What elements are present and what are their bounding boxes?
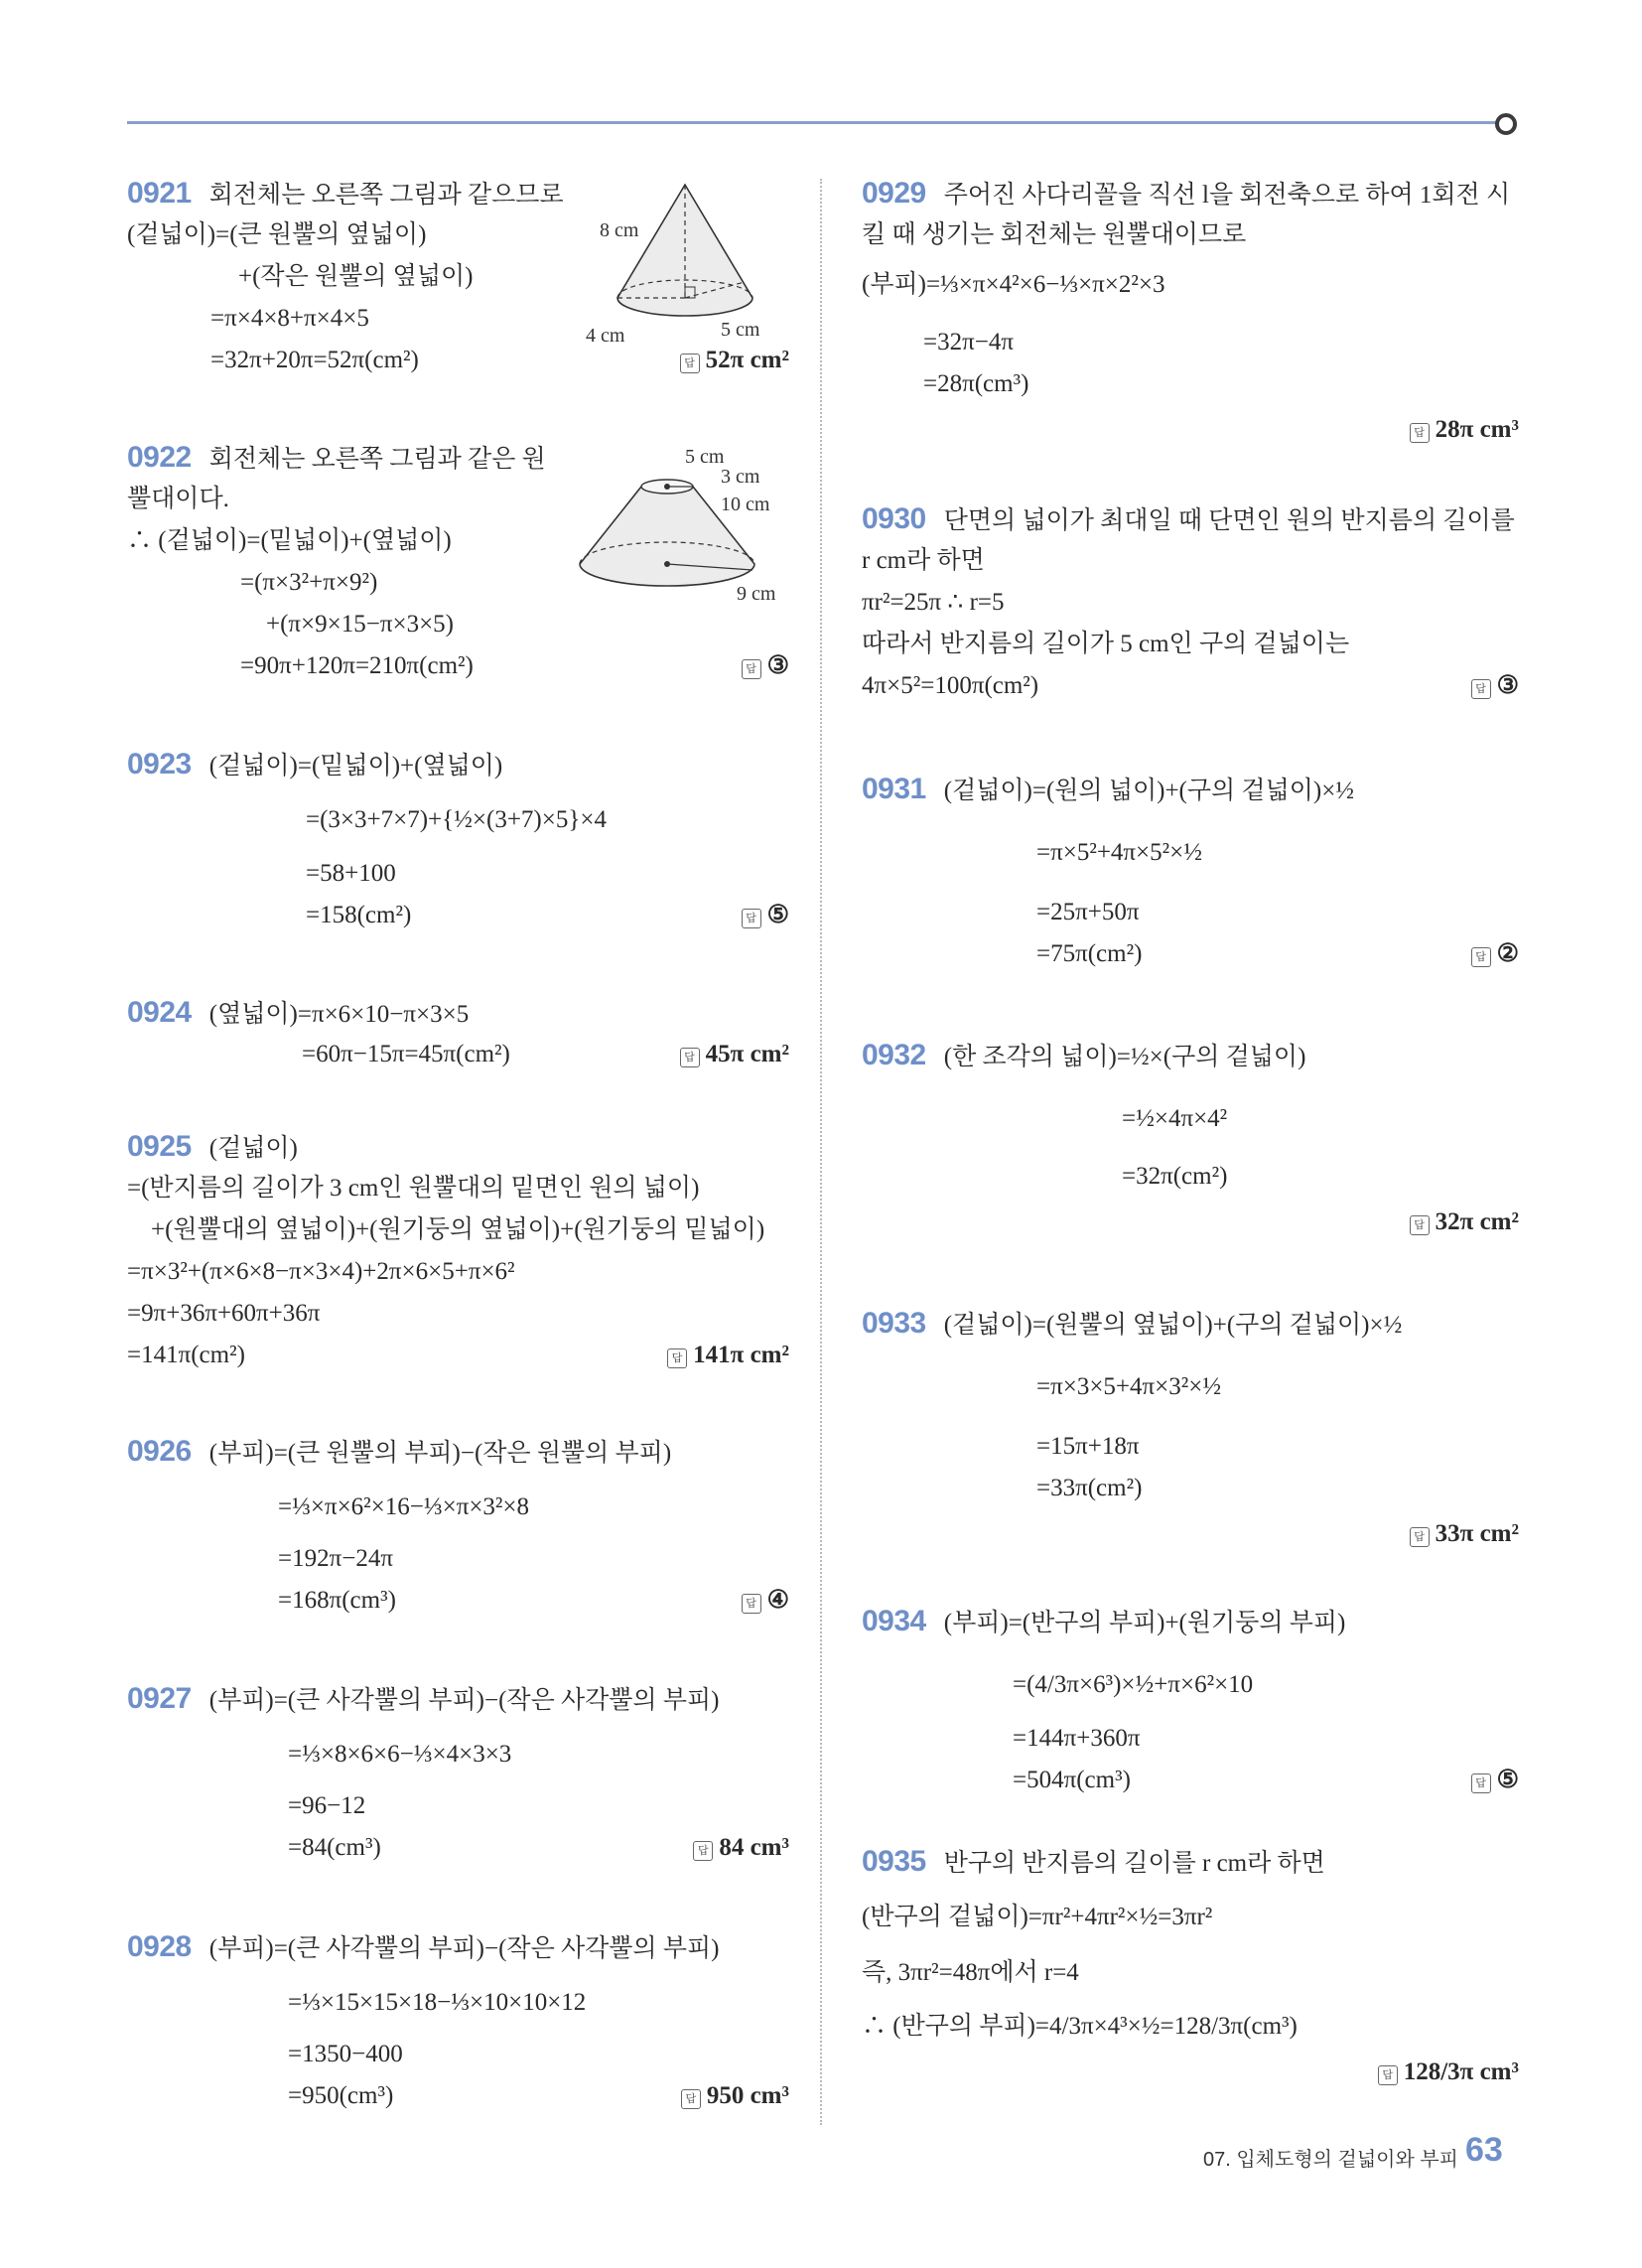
- solution-text: (부피)=(큰 사각뿔의 부피)−(작은 사각뿔의 부피): [208, 1687, 720, 1714]
- answer-0928: [681, 2081, 789, 2111]
- solution-text: =⅓×8×6×6−⅓×4×3×3: [288, 1741, 512, 1768]
- solution-text: 따라서 반지름의 길이가 5 cm인 구의 겉넓이는: [862, 631, 1350, 657]
- answer-0923: [742, 901, 789, 930]
- solution-text: =96−12: [288, 1792, 366, 1819]
- answer-0932: [1410, 1207, 1519, 1237]
- right-solution-0935-line-0: [862, 1847, 1325, 1879]
- left-solution-0922-line-3: [240, 568, 377, 598]
- problem-number: 0935: [862, 1845, 926, 1878]
- answer-0930: [1471, 671, 1519, 701]
- solution-text: =141π(cm²): [127, 1342, 245, 1368]
- solution-text: (한 조각의 넓이)=½×(구의 겉넓이): [943, 1044, 1306, 1070]
- right-solution-0933-line-0: [862, 1309, 1402, 1341]
- solution-text: =168π(cm³): [278, 1587, 396, 1614]
- problem-number: 0929: [862, 177, 926, 210]
- solution-text: =1350−400: [288, 2041, 403, 2067]
- answer-mark-icon: 답: [1471, 947, 1491, 967]
- solution-text: (부피)=(큰 원뿔의 부피)−(작은 원뿔의 부피): [208, 1440, 672, 1467]
- problem-number: 0922: [127, 441, 192, 474]
- left-solution-0925-line-4: [127, 1299, 320, 1329]
- answer-0927: [693, 1833, 789, 1863]
- answer-mark-icon: 답: [693, 1841, 713, 1861]
- solution-text: =½×4π×4²: [1122, 1105, 1228, 1132]
- answer-value: ②: [1496, 940, 1519, 967]
- answer-0925: [667, 1341, 789, 1370]
- problem-number: 0934: [862, 1605, 926, 1637]
- header-rule-end-dot: [1495, 113, 1517, 135]
- right-solution-0934-line-0: [862, 1607, 1345, 1638]
- right-solution-0930-line-4: [862, 671, 1038, 701]
- solution-text: (겉넓이)=(밑넓이)+(옆넓이): [208, 753, 503, 780]
- answer-0922: [742, 651, 789, 681]
- left-solution-0926-line-0: [127, 1437, 671, 1469]
- left-solution-0922-line-4: [266, 610, 454, 639]
- solution-text: r cm라 하면: [862, 547, 985, 574]
- solution-text: =28π(cm³): [923, 370, 1029, 397]
- problem-number: 0932: [862, 1039, 926, 1071]
- left-solution-0928-line-1: [288, 1988, 586, 2018]
- solution-text: 단면의 넓이가 최대일 때 단면인 원의 반지름의 길이를: [943, 507, 1515, 534]
- solution-text: =⅓×15×15×18−⅓×10×10×12: [288, 1989, 587, 2016]
- left-solution-0925-line-5: [127, 1341, 245, 1370]
- solution-text: (겉넓이): [208, 1135, 298, 1162]
- answer-0926: [742, 1586, 789, 1616]
- right-solution-0929-line-3: [923, 328, 1014, 357]
- left-solution-0924-line-1: [302, 1040, 510, 1069]
- solution-text: 4π×5²=100π(cm²): [862, 672, 1039, 699]
- left-solution-0926-line-2: [278, 1544, 393, 1574]
- solution-text: ∴ (겉넓이)=(밑넓이)+(옆넓이): [127, 527, 452, 554]
- right-solution-0932-line-2: [1122, 1162, 1227, 1192]
- solution-text: =75π(cm²): [1036, 940, 1143, 967]
- right-solution-0930-line-2: [862, 588, 1005, 618]
- fig-0922-top-slant-label: 5 cm: [685, 446, 725, 468]
- left-solution-0927-line-3: [288, 1833, 381, 1863]
- solution-text: =15π+18π: [1036, 1433, 1140, 1460]
- solution-text: =(π×3²+π×9²): [240, 569, 378, 596]
- answer-mark-icon: 답: [1410, 1527, 1430, 1547]
- solution-text: 회전체는 오른쪽 그림과 같으므로: [208, 182, 564, 209]
- solution-text: =504π(cm³): [1013, 1767, 1131, 1793]
- solution-text: =π×3×5+4π×3²×½: [1036, 1373, 1222, 1400]
- answer-0924: [680, 1040, 789, 1069]
- solution-text: =(4/3π×6³)×½+π×6²×10: [1013, 1671, 1254, 1698]
- solution-text: =9π+36π+60π+36π: [127, 1300, 321, 1327]
- fig-0921-r2-label: 5 cm: [721, 319, 760, 341]
- solution-text: 주어진 사다리꼴을 직선 l을 회전축으로 하여 1회전 시: [943, 182, 1511, 209]
- solution-text: (부피)=(큰 사각뿔의 부피)−(작은 사각뿔의 부피): [208, 1935, 720, 1962]
- right-solution-0931-line-0: [862, 775, 1354, 806]
- left-solution-0928-line-3: [288, 2081, 393, 2111]
- left-solution-0921-line-1: [127, 220, 426, 250]
- right-solution-0929-line-2: [862, 270, 1164, 300]
- right-solution-0933-line-2: [1036, 1432, 1139, 1462]
- problem-number: 0924: [127, 996, 192, 1029]
- answer-0935: [1378, 2057, 1519, 2087]
- fig-0921-r1-label: 4 cm: [586, 325, 625, 347]
- answer-mark-icon: 답: [742, 1594, 761, 1614]
- answer-value: 950 cm³: [706, 2082, 789, 2109]
- left-solution-0922-line-0: [127, 443, 546, 475]
- page-number: 63: [1465, 2131, 1503, 2169]
- left-solution-0921-line-0: [127, 179, 564, 211]
- answer-mark-icon: 답: [681, 2089, 701, 2109]
- answer-value: 45π cm²: [705, 1041, 789, 1067]
- solution-text: πr²=25π ∴ r=5: [862, 589, 1005, 616]
- answer-mark-icon: 답: [1378, 2065, 1398, 2085]
- solution-text: 뿔대이다.: [127, 486, 229, 512]
- solution-text: =60π−15π=45π(cm²): [302, 1041, 510, 1067]
- fig-0922-bottom-r-label: 9 cm: [737, 583, 776, 605]
- answer-0933: [1410, 1519, 1519, 1549]
- problem-number: 0928: [127, 1930, 192, 1963]
- answer-mark-icon: 답: [1410, 1215, 1430, 1235]
- left-solution-0928-line-0: [127, 1932, 719, 1964]
- left-solution-0928-line-2: [288, 2040, 403, 2069]
- fig-0922-top-r-label: 3 cm: [721, 466, 760, 488]
- problem-number: 0931: [862, 773, 926, 805]
- answer-value: 141π cm²: [693, 1342, 789, 1368]
- problem-number: 0926: [127, 1435, 192, 1468]
- solution-text: =25π+50π: [1036, 899, 1140, 925]
- answer-mark-icon: 답: [680, 1048, 700, 1067]
- right-solution-0934-line-1: [1013, 1670, 1253, 1700]
- right-solution-0933-line-3: [1036, 1474, 1142, 1503]
- chapter-footer: 07. 입체도형의 겉넓이와 부피: [1203, 2149, 1458, 2171]
- left-solution-0922-line-2: [127, 526, 452, 556]
- right-solution-0932-line-1: [1122, 1104, 1227, 1134]
- answer-mark-icon: 답: [742, 659, 761, 679]
- problem-number: 0933: [862, 1307, 926, 1340]
- left-solution-0926-line-3: [278, 1586, 396, 1616]
- left-solution-0925-line-2: [151, 1215, 764, 1245]
- left-solution-0921-line-4: [210, 346, 419, 375]
- solution-text: =58+100: [306, 860, 396, 887]
- problem-number: 0921: [127, 177, 192, 210]
- answer-value: ③: [766, 652, 789, 679]
- solution-text: =144π+360π: [1013, 1725, 1141, 1752]
- solution-text: =(반지름의 길이가 3 cm인 원뿔대의 밑면인 원의 넓이): [127, 1175, 700, 1202]
- solution-text: =⅓×π×6²×16−⅓×π×3²×8: [278, 1493, 530, 1520]
- answer-0929: [1410, 415, 1519, 445]
- fig-0922-slant-label: 10 cm: [721, 494, 770, 515]
- solution-text: (겉넓이)=(원의 넓이)+(구의 겉넓이)×½: [943, 778, 1355, 804]
- right-solution-0935-line-1: [862, 1903, 1212, 1932]
- right-solution-0934-line-3: [1013, 1766, 1131, 1795]
- right-solution-0929-line-4: [923, 369, 1028, 399]
- figure-0921-cone: [586, 175, 784, 354]
- left-solution-0925-line-3: [127, 1257, 515, 1287]
- left-solution-0925-line-1: [127, 1174, 699, 1204]
- problem-number: 0930: [862, 502, 926, 535]
- answer-0931: [1471, 939, 1519, 969]
- answer-value: ③: [1496, 672, 1519, 699]
- fig-0921-slant-label: 8 cm: [600, 219, 639, 241]
- solution-text: (옆넓이)=π×6×10−π×3×5: [208, 1001, 470, 1028]
- left-solution-0921-line-2: [238, 262, 473, 292]
- solution-text: 즉, 3πr²=48π에서 r=4: [862, 1959, 1079, 1986]
- problem-number: 0923: [127, 748, 192, 780]
- right-solution-0931-line-2: [1036, 898, 1139, 927]
- left-solution-0927-line-0: [127, 1684, 719, 1716]
- problem-number: 0927: [127, 1682, 192, 1715]
- solution-text: (반구의 겉넓이)=πr²+4πr²×½=3πr²: [862, 1904, 1213, 1930]
- column-divider: [820, 179, 822, 2125]
- right-solution-0935-line-3: [862, 2012, 1298, 2042]
- answer-value: 128/3π cm³: [1403, 2058, 1519, 2085]
- left-solution-0921-line-3: [210, 304, 369, 334]
- solution-text: =32π+20π=52π(cm²): [210, 347, 419, 373]
- answer-mark-icon: 답: [667, 1348, 687, 1368]
- solution-text: (겉넓이)=(큰 원뿔의 옆넓이): [127, 221, 427, 248]
- answer-mark-icon: 답: [680, 354, 700, 373]
- solution-text: (부피)=⅓×π×4²×6−⅓×π×2²×3: [862, 271, 1165, 298]
- left-solution-0923-line-3: [306, 901, 411, 930]
- answer-value: 52π cm²: [705, 347, 789, 373]
- answer-mark-icon: 답: [1471, 1773, 1491, 1793]
- right-solution-0935-line-2: [862, 1958, 1079, 1988]
- solution-text: =π×3²+(π×6×8−π×3×4)+2π×6×5+π×6²: [127, 1258, 515, 1285]
- answer-mark-icon: 답: [1471, 679, 1491, 699]
- solution-text: 반구의 반지름의 길이를 r cm라 하면: [943, 1850, 1325, 1877]
- left-solution-0925-line-0: [127, 1132, 298, 1164]
- right-solution-0930-line-0: [862, 504, 1515, 536]
- right-solution-0932-line-0: [862, 1041, 1305, 1072]
- right-solution-0930-line-1: [862, 546, 985, 576]
- left-solution-0927-line-1: [288, 1740, 511, 1770]
- left-solution-0922-line-1: [127, 485, 229, 514]
- solution-text: ∴ (반구의 부피)=4/3π×4³×½=128/3π(cm³): [862, 2013, 1298, 2040]
- answer-value: 32π cm²: [1435, 1208, 1519, 1235]
- solution-text: =32π(cm²): [1122, 1163, 1228, 1190]
- solution-text: =158(cm²): [306, 902, 412, 928]
- solution-text: 회전체는 오른쪽 그림과 같은 원: [208, 446, 546, 473]
- solution-text: 킬 때 생기는 회전체는 원뿔대이므로: [862, 221, 1247, 248]
- solution-text: +(원뿔대의 옆넓이)+(원기둥의 옆넓이)+(원기둥의 밑넓이): [151, 1216, 765, 1243]
- answer-value: 28π cm³: [1435, 416, 1519, 443]
- solution-text: =(3×3+7×7)+{½×(3+7)×5}×4: [306, 806, 607, 833]
- solution-text: =84(cm³): [288, 1834, 381, 1861]
- solution-text: (부피)=(반구의 부피)+(원기둥의 부피): [943, 1610, 1346, 1636]
- right-solution-0929-line-0: [862, 179, 1510, 211]
- solution-text: =33π(cm²): [1036, 1475, 1143, 1501]
- right-solution-0934-line-2: [1013, 1724, 1140, 1754]
- right-solution-0931-line-1: [1036, 838, 1202, 868]
- solution-text: +(π×9×15−π×3×5): [266, 611, 454, 638]
- solution-text: =90π+120π=210π(cm²): [240, 652, 474, 679]
- solution-text: =π×4×8+π×4×5: [210, 305, 369, 332]
- left-solution-0923-line-0: [127, 750, 502, 781]
- problem-number: 0925: [127, 1130, 192, 1163]
- right-solution-0933-line-1: [1036, 1372, 1221, 1402]
- solution-text: =32π−4π: [923, 329, 1014, 355]
- right-solution-0931-line-3: [1036, 939, 1142, 969]
- answer-value: 33π cm²: [1435, 1520, 1519, 1547]
- header-rule: [127, 121, 1503, 124]
- solution-text: =π×5²+4π×5²×½: [1036, 839, 1202, 866]
- left-solution-0926-line-1: [278, 1492, 529, 1522]
- right-solution-0930-line-3: [862, 630, 1349, 659]
- solution-text: =192π−24π: [278, 1545, 393, 1572]
- answer-value: ④: [766, 1587, 789, 1614]
- answer-value: 84 cm³: [719, 1834, 789, 1861]
- answer-value: ⑤: [766, 902, 789, 928]
- solution-text: +(작은 원뿔의 옆넓이): [238, 263, 474, 290]
- figure-0922-frustum: [572, 441, 790, 620]
- answer-0934: [1471, 1766, 1519, 1795]
- answer-mark-icon: 답: [1410, 423, 1430, 443]
- answer-value: ⑤: [1496, 1767, 1519, 1793]
- solution-text: =950(cm³): [288, 2082, 394, 2109]
- right-solution-0929-line-1: [862, 220, 1246, 250]
- left-solution-0923-line-1: [306, 805, 607, 835]
- left-solution-0927-line-2: [288, 1791, 365, 1821]
- left-solution-0923-line-2: [306, 859, 396, 889]
- left-solution-0924-line-0: [127, 998, 469, 1030]
- left-solution-0922-line-5: [240, 651, 474, 681]
- answer-mark-icon: 답: [742, 909, 761, 928]
- solution-text: (겉넓이)=(원뿔의 옆넓이)+(구의 겉넓이)×½: [943, 1312, 1403, 1339]
